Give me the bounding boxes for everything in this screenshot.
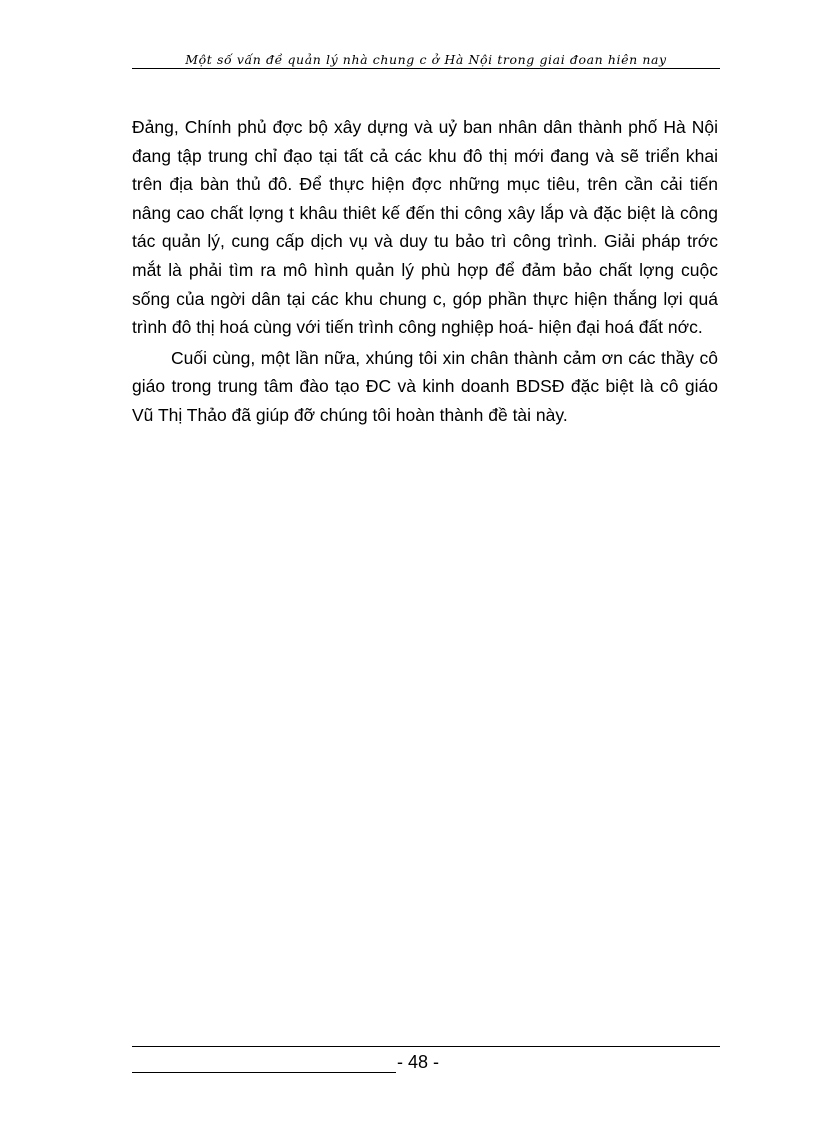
- running-header: Một số vấn đề quản lý nhà chung c ở Hà Nội trong giai đoan hiên nay: [185, 52, 667, 67]
- document-body: [132, 113, 718, 430]
- header-divider: [132, 68, 720, 69]
- paragraph-1: Đảng, Chính phủ đợc bộ xây dựng và uỷ ban nhân dân thành phố Hà Nội đang tập trung chỉ đạo tại tất cả các khu đô thị mới đang và sẽ triển khai trên địa bàn thủ đô. Để thực hiện đợc những mục tiêu, trên cần cải tiến nâng cao chất lợng t khâu thiêt kế đến thi công xây lắp và đặc biệt là công tác quản lý, cung cấp dịch vụ và duy tu bảo trì công trình. Giải pháp trớc mắt là phải tìm ra mô hình quản lý phù hợp để đảm bảo chất lợng cuộc sống của ngời dân tại các khu chung c, góp phần thực hiện thắng lợi quá trình đô thị hoá cùng với tiến trình công nghiệp hoá- hiện đại hoá đất nớc.: [132, 117, 718, 338]
- page-number: - 48 -: [397, 1052, 440, 1072]
- paragraph-2: Cuối cùng, một lần nữa, xhúng tôi xin chân thành cảm ơn các thầy cô giáo trong trung tâm đào tạo ĐC và kinh doanh BDSĐ đặc biệt là cô giáo Vũ Thị Thảo đã giúp đỡ chúng tôi hoàn thành đề tài này.: [132, 347, 718, 425]
- footer-underline: [132, 1072, 396, 1073]
- footer-divider: [132, 1046, 720, 1047]
